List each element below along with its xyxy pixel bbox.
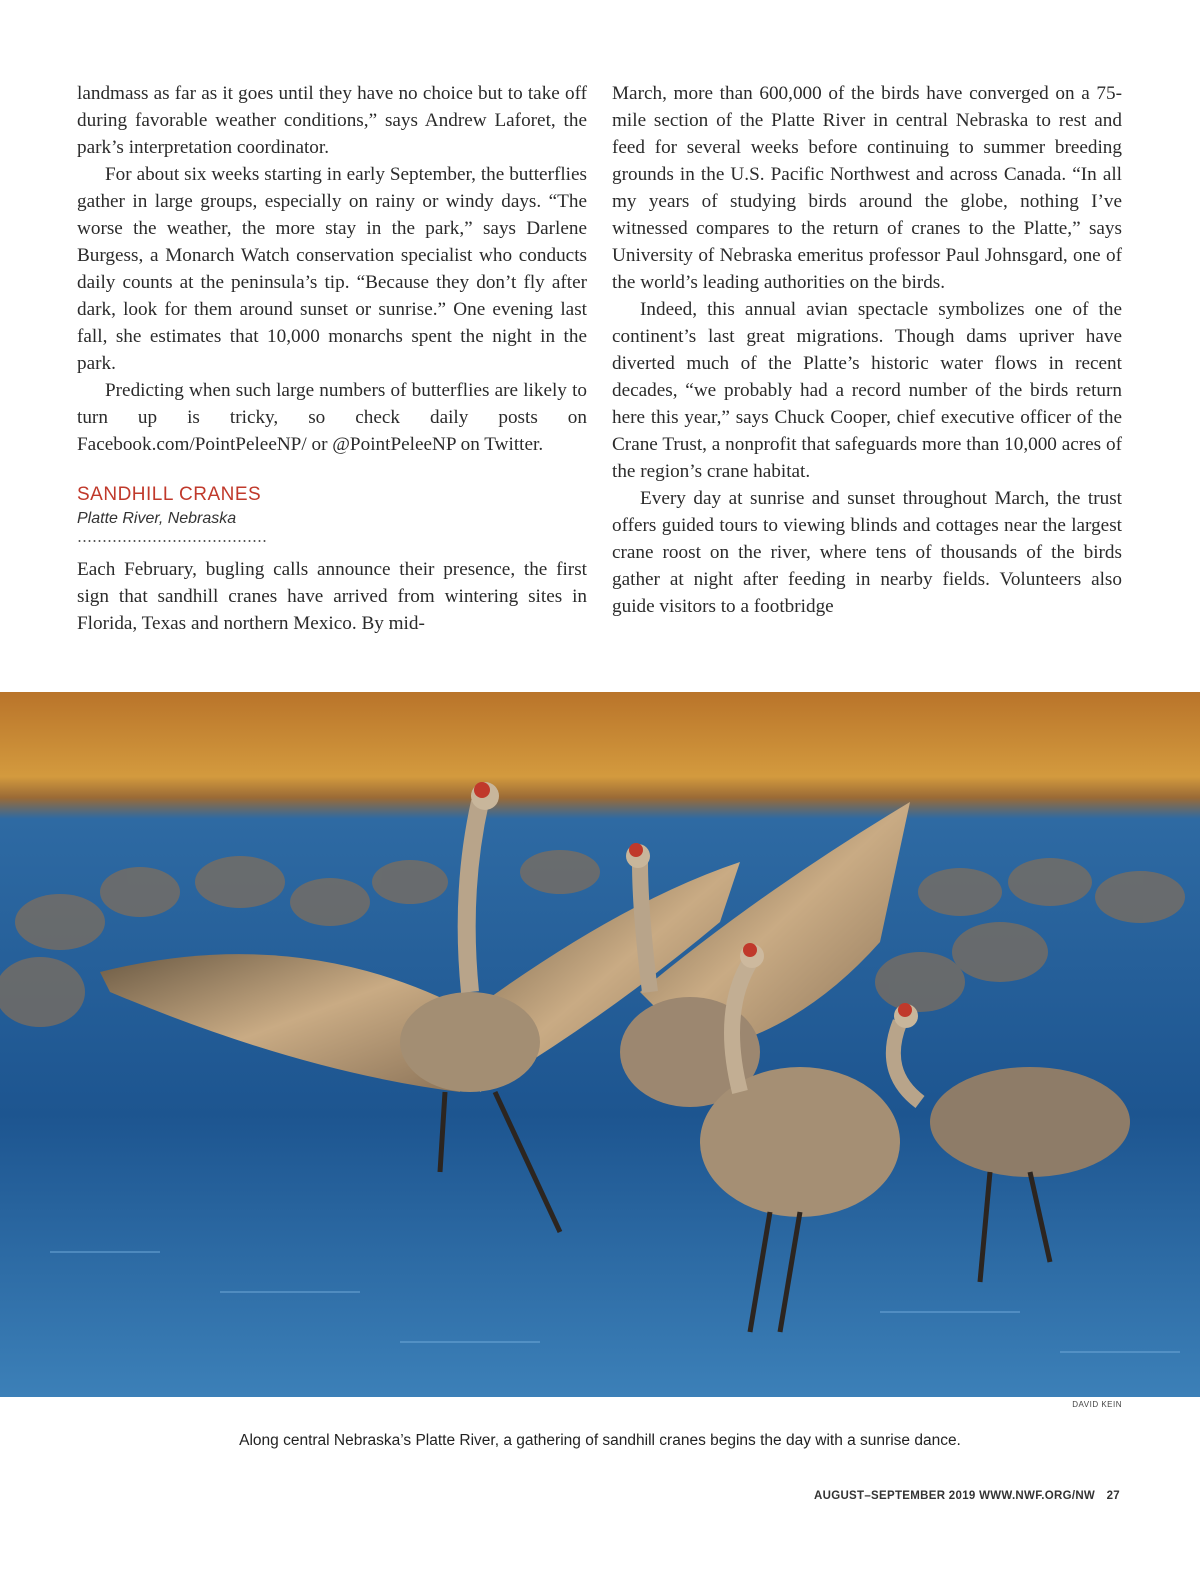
body-paragraph: Every day at sunrise and sunset throughout March, the trust offers guided tours to viewing blinds and cottages near the largest crane roost on the river, where tens of thousands of the birds gather at night after feeding in nearby fields. Volunteers also guide visitors to a footbridge [612,488,1122,617]
body-paragraph: Predicting when such large numbers of butterflies are likely to turn up is tricky, so check daily posts on Facebook.com/PointPeleeNP/ or @PointPeleeNP on Twitter. [77,380,587,455]
crane-photo-illustration [0,692,1200,1397]
section-heading: SANDHILL CRANES [77,484,262,505]
body-paragraph: March, more than 600,000 of the birds have converged on a 75-mile section of the Platte River in central Nebraska to rest and feed for several weeks before continuing to summer breeding grounds in the U.S. Pacific Northwest and across Canada. “In all my years of studying birds around the globe, nothing I’ve witnessed compares to the return of cranes to the Platte,” says University of Nebraska emeritus professor Paul Johnsgard, one of the world’s leading authorities on the birds. [612,83,1122,293]
section-location: Platte River, Nebraska [77,510,237,527]
body-paragraph: For about six weeks starting in early September, the butterflies gather in large groups, especially on rainy or windy days. “The worse the weather, the more stay in the park,” says Darlene Burgess, a Monarch Watch conservation specialist who conducts daily counts at the peninsula’s tip. “Because they don’t fly after dark, look for them around sunset or sunrise.” One evening last fall, she estimates that 10,000 monarchs spent the night in the park. [77,164,587,374]
page-footer [700,1490,1120,1502]
body-paragraph: Each February, bugling calls announce their presence, the first sign that sandhill cranes have arrived from wintering sites in Florida, Texas and northern Mexico. By mid- [77,559,587,634]
crane-photo [0,692,1200,1397]
page-number: 27 [1106,1490,1120,1502]
right-column [612,80,1122,620]
dotted-divider [77,540,267,542]
photo-caption: Along central Nebraska’s Platte River, a gathering of sandhill cranes begins the day with a sunrise dance. [239,1432,961,1449]
left-column [77,80,587,637]
body-paragraph: landmass as far as it goes until they have no choice but to take off during favorable weather conditions,” says Andrew Laforet, the park’s interpretation coordinator. [77,83,587,158]
body-paragraph: Indeed, this annual avian spectacle symbolizes one of the continent’s last great migrations. Though dams upriver have diverted much of the Platte’s historic water flows in recent decades, “we probably had a record number of the birds return here this year,” says Chuck Cooper, chief executive officer of the Crane Trust, a nonprofit that safeguards more than 10,000 acres of the region’s crane habitat. [612,299,1122,482]
issue-date: AUGUST–SEPTEMBER 2019 [814,1490,976,1502]
photo-credit: DAVID KEIN [1072,1400,1122,1409]
website: WWW.NWF.ORG/NW [979,1490,1096,1502]
